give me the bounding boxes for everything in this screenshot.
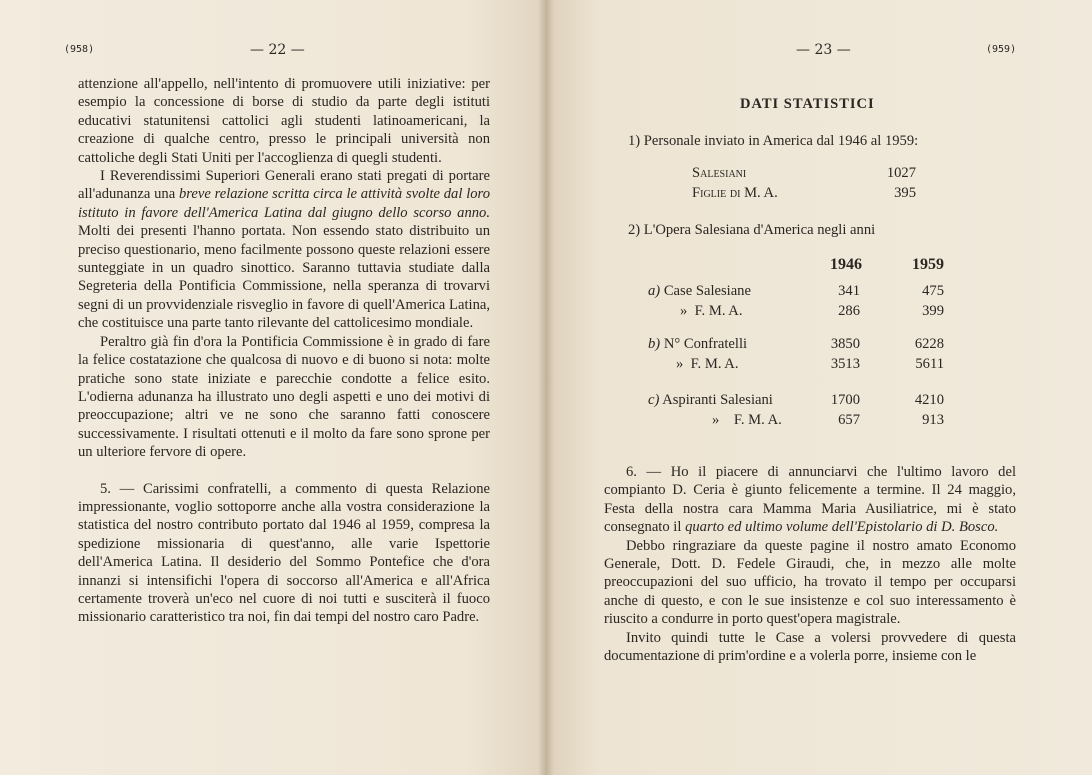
paragraph-italic-part: breve relazione scritta circa le attività svolte dal loro istituto in favore dell'America Latina dal giugno dello scorso anno. bbox=[78, 186, 490, 221]
value-1959: 6228 bbox=[914, 336, 944, 352]
table-row bbox=[648, 283, 751, 300]
personnel-value: 1027 bbox=[886, 165, 916, 181]
value-1946: 3513 bbox=[830, 356, 860, 372]
personnel-label: Salesiani bbox=[692, 165, 747, 181]
table-row bbox=[712, 412, 782, 429]
left-page-number: — 22 — bbox=[250, 42, 305, 58]
paragraph: attenzione all'appello, nell'intento di promuovere utili iniziative: per esempio la concessione di borse di studio da parte degli istituti educativi statunitensi cattolici agli studenti latinoamericani, la creazione di qualche centro, presso le principali università non cattoliche degli Stati Uniti per l'accoglienza di quegli studenti. bbox=[78, 76, 490, 166]
paragraph: Peraltro già fin d'ora la Pontificia Commissione è in grado di fare la felice costatazione che qualcosa di nuovo e di buono si nota: molte pratiche sono state iniziate e parecchie condotte a felice esito. L'odierna adunanza ha illustrato uno degli aspetti e uno dei motivi di preoccupazione; altri ve ne sono che saranno fatti conoscere successivamente. I risultati ottenuti e il molto da fare sono sprone per un ulteriore fervore di opere. bbox=[78, 333, 490, 461]
row-label: N° Confratelli bbox=[663, 336, 748, 352]
value-1959: 475 bbox=[922, 283, 944, 299]
year-column-1946: 1946 bbox=[830, 256, 862, 273]
row-label: Case Salesiane bbox=[663, 283, 751, 299]
row-prefix: c) bbox=[648, 392, 660, 408]
year-column-1959: 1959 bbox=[912, 256, 944, 273]
value-1946: 341 bbox=[838, 283, 860, 299]
paragraph: Debbo ringraziare da queste pagine il nostro amato Economo Generale, Dott. D. Fedele Giraudi, che, in mezzo alle molte preoccupazioni del suo ufficio, ha trovato il tempo per occuparsi anche di questo, e con le sue insistenze e col suo interessamento è riuscito a condurre in porto quest'opera magistrale. bbox=[604, 537, 1016, 628]
paragraph-part: Molti dei presenti l'hanno portata. Non essendo stato distribuito un preciso questionario, meno facilmente possono queste relazioni essere sunteggiate in un quadro sinottico. Saranno tuttavia studiate dalla Segreteria della Pontificia Commissione, nella speranza di trovarvi segni di un provvidenziale risveglio in favore di quell'America Latina, che costituisce una parte tanto rilevante del cattolicesimo mondiale. bbox=[78, 223, 490, 332]
paragraph-italic-part: quarto ed ultimo volume dell'Epistolario di D. Bosco. bbox=[685, 519, 999, 536]
table-row bbox=[680, 303, 743, 320]
left-body-text bbox=[78, 75, 490, 627]
value-1959: 913 bbox=[922, 412, 944, 428]
value-1946: 1700 bbox=[830, 392, 860, 408]
right-page-number: — 23 — bbox=[796, 42, 851, 58]
row-prefix: » bbox=[680, 303, 688, 319]
personnel-row bbox=[692, 185, 778, 202]
row-label: F. M. A. bbox=[733, 412, 782, 428]
value-1946: 286 bbox=[838, 303, 860, 319]
row-prefix: » bbox=[712, 412, 720, 428]
value-1959: 399 bbox=[922, 303, 944, 319]
paragraph: 5. — Carissimi confratelli, a commento di questa Relazione impressionante, voglio sottoporre anche alla vostra considerazione la statistica del nostro contributo portato dal 1946 al 1959, compresa la spedizione missionaria di quest'anno, alle varie Ispettorie dell'America Latina. Il desiderio del Sommo Pontefice che d'ora innanzi si intensifichi l'opera di soccorso all'America e all'Africa certamente troverà un'eco nel cuore di noi tutti e susciterà il fuoco missionario caratteristico tra noi, fin dai tempi del nostro caro Padre. bbox=[78, 480, 490, 626]
left-page-ref: (958) bbox=[64, 44, 95, 55]
row-label: Aspiranti Salesiani bbox=[662, 392, 773, 408]
section1-title: 1) Personale inviato in America dal 1946 al 1959: bbox=[628, 133, 919, 149]
paragraph-part: 6. — Ho il piacere di annunciarvi che l'ultimo lavoro del compianto D. Ceria è giunto felicemente a termine. Il 24 maggio, Festa della nostra cara Mamma Maria Ausiliatrice, mi è stato consegnato il bbox=[604, 464, 1016, 536]
value-1946: 3850 bbox=[830, 336, 860, 352]
value-1959: 5611 bbox=[915, 356, 944, 372]
right-page-ref: (959) bbox=[986, 44, 1017, 55]
section2-title: 2) L'Opera Salesiana d'America negli anni bbox=[628, 222, 876, 238]
personnel-label: Figlie di M. A. bbox=[692, 185, 778, 201]
row-label: F. M. A. bbox=[694, 303, 743, 319]
statistics-heading: DATI STATISTICI bbox=[740, 96, 875, 112]
paragraph-part: I Reverendissimi Superiori Generali erano stati pregati di portare all'adunanza una bbox=[78, 168, 490, 203]
row-prefix: » bbox=[676, 356, 684, 372]
row-prefix: a) bbox=[648, 283, 661, 299]
paragraph bbox=[78, 167, 490, 333]
row-prefix: b) bbox=[648, 336, 661, 352]
paragraph bbox=[604, 463, 1016, 537]
value-1946: 657 bbox=[838, 412, 860, 428]
personnel-row bbox=[692, 165, 746, 182]
paragraph: Invito quindi tutte le Case a volersi provvedere di questa documentazione di prim'ordine e a volerla porre, insieme con le bbox=[604, 629, 1016, 665]
personnel-value: 395 bbox=[894, 185, 916, 201]
book-gutter bbox=[538, 0, 554, 775]
table-row bbox=[648, 392, 773, 409]
value-1959: 4210 bbox=[914, 392, 944, 408]
right-body-text bbox=[604, 463, 1016, 665]
table-row bbox=[648, 336, 747, 353]
table-row bbox=[676, 356, 739, 373]
row-label: F. M. A. bbox=[690, 356, 739, 372]
